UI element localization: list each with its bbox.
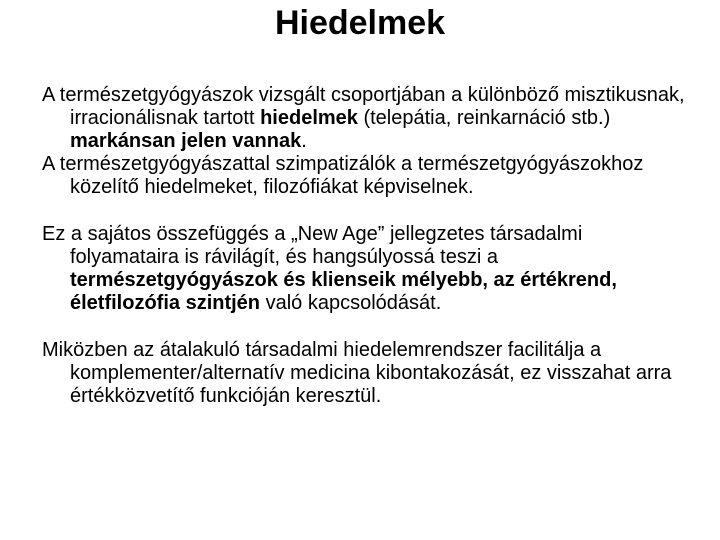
text-segment: Ez a sajátos összefüggés a „New Age” jellegzetes társadalmi folyamataira is rávilágít, és hangsúlyossá teszi a — [42, 223, 583, 268]
text-segment: (telepátia, reinkarnáció stb.) — [357, 107, 611, 129]
paragraph-belief-system — [42, 339, 692, 408]
text-segment: . — [301, 130, 307, 152]
slide-body — [42, 84, 692, 408]
bold-text-segment: markánsan jelen vannak — [70, 130, 302, 152]
text-segment: A természetgyógyászok vizsgált csoportjában a különböző misztikusnak, irracionálisnak tartott — [42, 84, 685, 129]
slide-title: Hiedelmek — [274, 4, 446, 42]
paragraph-new-age — [42, 223, 692, 315]
bold-text-segment: természetgyógyászok és klienseik mélyebb, az értékrend, életfilozófia szintjén — [70, 269, 617, 314]
text-segment: A természetgyógyászattal szimpatizálók a természetgyógyászokhoz közelítő hiedelmeket, filozófiákat képviselnek. — [42, 153, 644, 198]
bold-text-segment: hiedelmek — [260, 107, 358, 129]
text-segment: való kapcsolódását. — [260, 292, 442, 314]
text-segment: Miközben az átalakuló társadalmi hiedelemrendszer facilitálja a komplementer/alternatív medicina kibontakozását, ez visszahat arra értékközvetítő funkcióján keresztül. — [42, 339, 672, 407]
paragraph-beliefs-present — [42, 84, 692, 153]
paragraph-sympathizers — [42, 153, 692, 199]
